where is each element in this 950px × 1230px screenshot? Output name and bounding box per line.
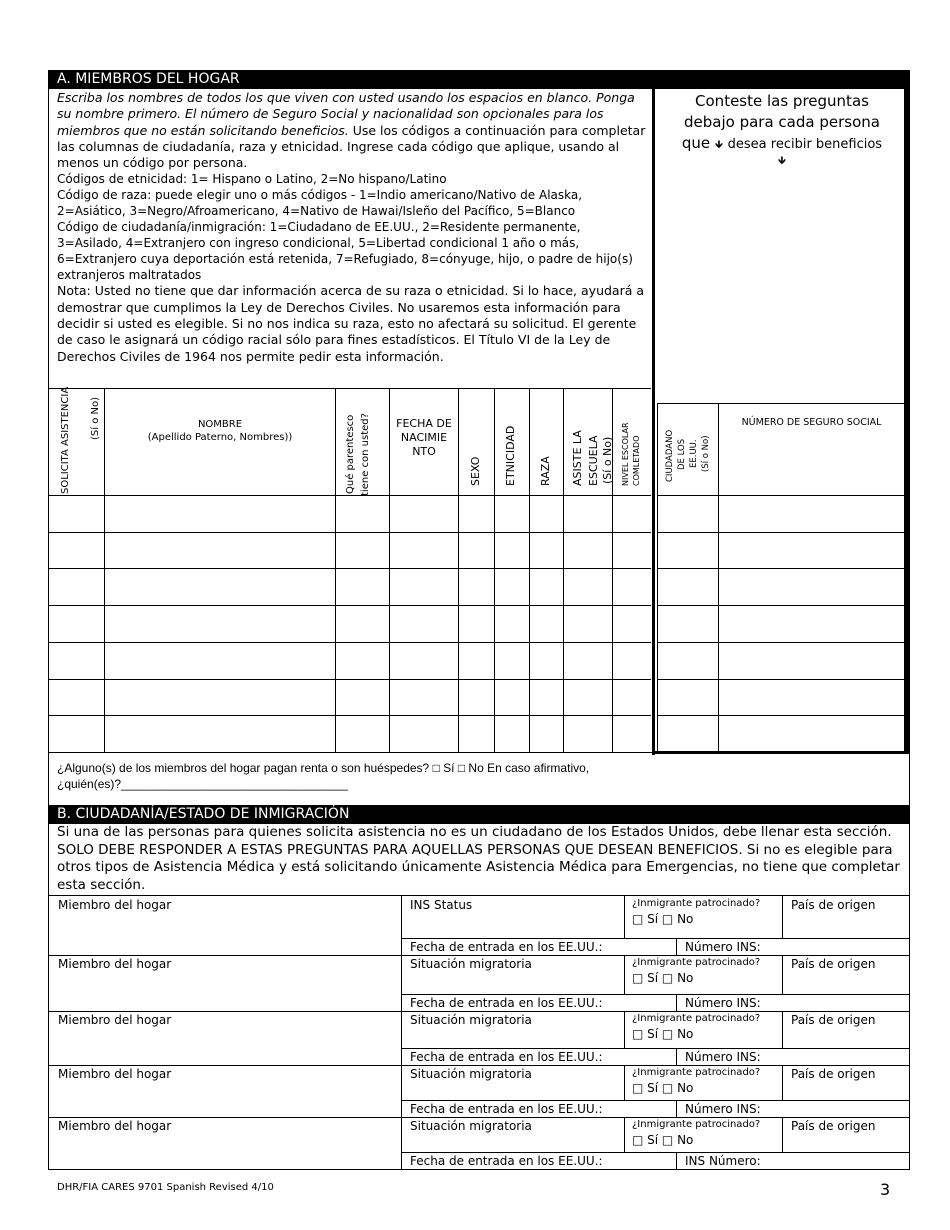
sponsored-label: ¿Inmigrante patrocinado?: [632, 1119, 761, 1130]
col-asiste-1: ASISTE LA: [571, 430, 584, 486]
instructions-italic: Escriba los nombres de todos los que viven con usted usando los espacios en blanco. Ponga su nombre primero. El número de Seguro Social y nacionalidad son opcionales para los miembros que no están solicitando beneficios.: [57, 90, 635, 138]
col-nivel-2: COMLETADO: [632, 435, 641, 486]
col-sexo: SEXO: [469, 456, 482, 486]
ins-number-label: Número INS:: [685, 1050, 761, 1064]
col-ssn: NÚMERO DE SEGURO SOCIAL: [741, 417, 882, 428]
ins-number-label: Número INS:: [685, 1102, 761, 1116]
col-solicita-sub: (Sí o No): [90, 396, 101, 440]
citizenship-codes: Código de ciudadanía/inmigración: 1=Ciudadano de EE.UU., 2=Residente permanente, 3=Asilado, 4=Extranjero con ingreso condicional, 5=Libertad condicional 1 año o más, 6=Extranjero cuya deportación está retenida, 7=Refugiado, 8=cónyuge, hijo, o padre de hijo(s) extranjeros maltratados: [57, 220, 633, 283]
instructions-plain: Use los códigos a continuación para completar las columnas de ciudadanía, raza y etnicidad. Ingrese cada código que aplique, usando al menos un código por persona.: [57, 122, 646, 171]
arrow-down-icon: 🡻: [714, 138, 723, 151]
page-number: 3: [880, 1180, 891, 1199]
sponsored-checkbox[interactable]: □ Sí □ No: [632, 1133, 694, 1147]
entry-date-label: Fecha de entrada en los EE.UU.:: [410, 1154, 603, 1168]
col-ciudadano-2: DE LOS: [677, 438, 687, 470]
sponsored-checkbox[interactable]: □ Sí □ No: [632, 1081, 694, 1095]
col-asiste-2: ESCUELA: [587, 435, 600, 486]
sponsored-checkbox[interactable]: □ Sí □ No: [632, 971, 694, 985]
sponsored-checkbox[interactable]: □ Sí □ No: [632, 912, 694, 926]
country-label: País de origen: [791, 898, 876, 912]
section-a-title: A. MIEMBROS DEL HOGAR: [48, 70, 910, 89]
rent-who: ¿quién(es)?__________________________________: [57, 777, 348, 791]
right-box-line3b: desea recibir beneficios: [727, 137, 883, 152]
member-label: Miembro del hogar: [58, 898, 172, 912]
col-ciudadano-4: (Sí o No): [701, 435, 711, 472]
status-label: Situación migratoria: [410, 1119, 532, 1133]
ins-number-label: INS Número:: [685, 1154, 761, 1168]
status-label: Situación migratoria: [410, 1067, 532, 1081]
entry-date-label: Fecha de entrada en los EE.UU.:: [410, 1050, 603, 1064]
col-etnicidad: ETNICIDAD: [504, 425, 517, 486]
right-box-line1: Conteste las preguntas: [695, 92, 869, 110]
status-label: Situación migratoria: [410, 1013, 532, 1027]
status-label: INS Status: [410, 898, 473, 912]
col-asiste-3: (Sí o No): [601, 436, 614, 484]
col-parentesco-2: tiene con usted?: [360, 413, 371, 496]
member-label: Miembro del hogar: [58, 957, 172, 971]
sponsored-label: ¿Inmigrante patrocinado?: [632, 898, 761, 909]
country-label: País de origen: [791, 1013, 876, 1027]
col-nombre: NOMBRE (Apellido Paterno, Nombres)): [147, 419, 293, 443]
section-a-instructions: [57, 90, 647, 365]
right-box-line3a: que: [681, 134, 711, 152]
country-label: País de origen: [791, 1067, 876, 1081]
arrow-down-icon: 🡻: [778, 154, 786, 167]
section-b-intro: Si una de las personas para quienes solicita asistencia no es un ciudadano de los Estados Unidos, debe llenar esta sección. SOLO DEBE RESPONDER A ESTAS PREGUNTAS PARA AQUELLAS PERSONAS QUE DESEAN BENEFICIOS. Si no es elegible para otros tipos de Asistencia Médica y está solicitando únicamente Asistencia Médica para Emergencias, no tiene que completar esta sección.: [57, 824, 900, 893]
form-id: DHR/FIA CARES 9701 Spanish Revised 4/10: [57, 1182, 274, 1193]
col-solicita: SOLICITA ASISTENCIA: [60, 386, 71, 494]
member-label: Miembro del hogar: [58, 1013, 172, 1027]
sponsored-checkbox[interactable]: □ Sí □ No: [632, 1027, 694, 1041]
col-parentesco-1: Qué parentesco: [345, 414, 356, 494]
col-ciudadano-3: EE.UU.: [689, 439, 699, 468]
member-label: Miembro del hogar: [58, 1119, 172, 1133]
ins-number-label: Número INS:: [685, 996, 761, 1010]
race-ethnicity-note: Nota: Usted no tiene que dar información acerca de su raza o etnicidad. Si lo hace, ayudará a demostrar que cumplimos la Ley de Derechos Civiles. No usaremos esta información para decidir si usted es elegible. Si no nos indica su raza, esto no afectará su solicitud. El gerente de caso le asignará un código racial sólo para fines estadísticos. El Título VI de la Ley de Derechos Civiles de 1964 nos permite pedir esta información.: [57, 283, 645, 364]
section-b-title: B. CIUDADANÍA/ESTADO DE INMIGRACIÓN: [48, 805, 910, 824]
ins-number-label: Número INS:: [685, 940, 761, 954]
entry-date-label: Fecha de entrada en los EE.UU.:: [410, 1102, 603, 1116]
status-label: Situación migratoria: [410, 957, 532, 971]
col-fecha: FECHA DE NACIMIE NTO: [396, 417, 452, 458]
sponsored-label: ¿Inmigrante patrocinado?: [632, 1067, 761, 1078]
col-ciudadano-1: CIUDADANO: [665, 429, 675, 482]
sponsored-label: ¿Inmigrante patrocinado?: [632, 957, 761, 968]
col-nivel-1: NIVEL ESCOLAR: [621, 422, 630, 486]
sponsored-label: ¿Inmigrante patrocinado?: [632, 1013, 761, 1024]
country-label: País de origen: [791, 957, 876, 971]
col-raza: RAZA: [539, 456, 552, 486]
rent-question: [57, 760, 707, 792]
race-codes: Código de raza: puede elegir uno o más códigos - 1=Indio americano/Nativo de Alaska, 2=Asiático, 3=Negro/Afroamericano, 4=Nativo de Hawai/Isleño del Pacífico, 5=Blanco: [57, 188, 583, 219]
entry-date-label: Fecha de entrada en los EE.UU.:: [410, 996, 603, 1010]
country-label: País de origen: [791, 1119, 876, 1133]
rent-question-text: ¿Alguno(s) de los miembros del hogar pagan renta o son huéspedes? □ Sí □ No En caso afirmativo,: [57, 761, 590, 775]
member-label: Miembro del hogar: [58, 1067, 172, 1081]
entry-date-label: Fecha de entrada en los EE.UU.:: [410, 940, 603, 954]
ethnicity-codes: Códigos de etnicidad: 1= Hispano o Latino, 2=No hispano/Latino: [57, 172, 447, 187]
right-box-line2: debajo para cada persona: [684, 113, 880, 131]
